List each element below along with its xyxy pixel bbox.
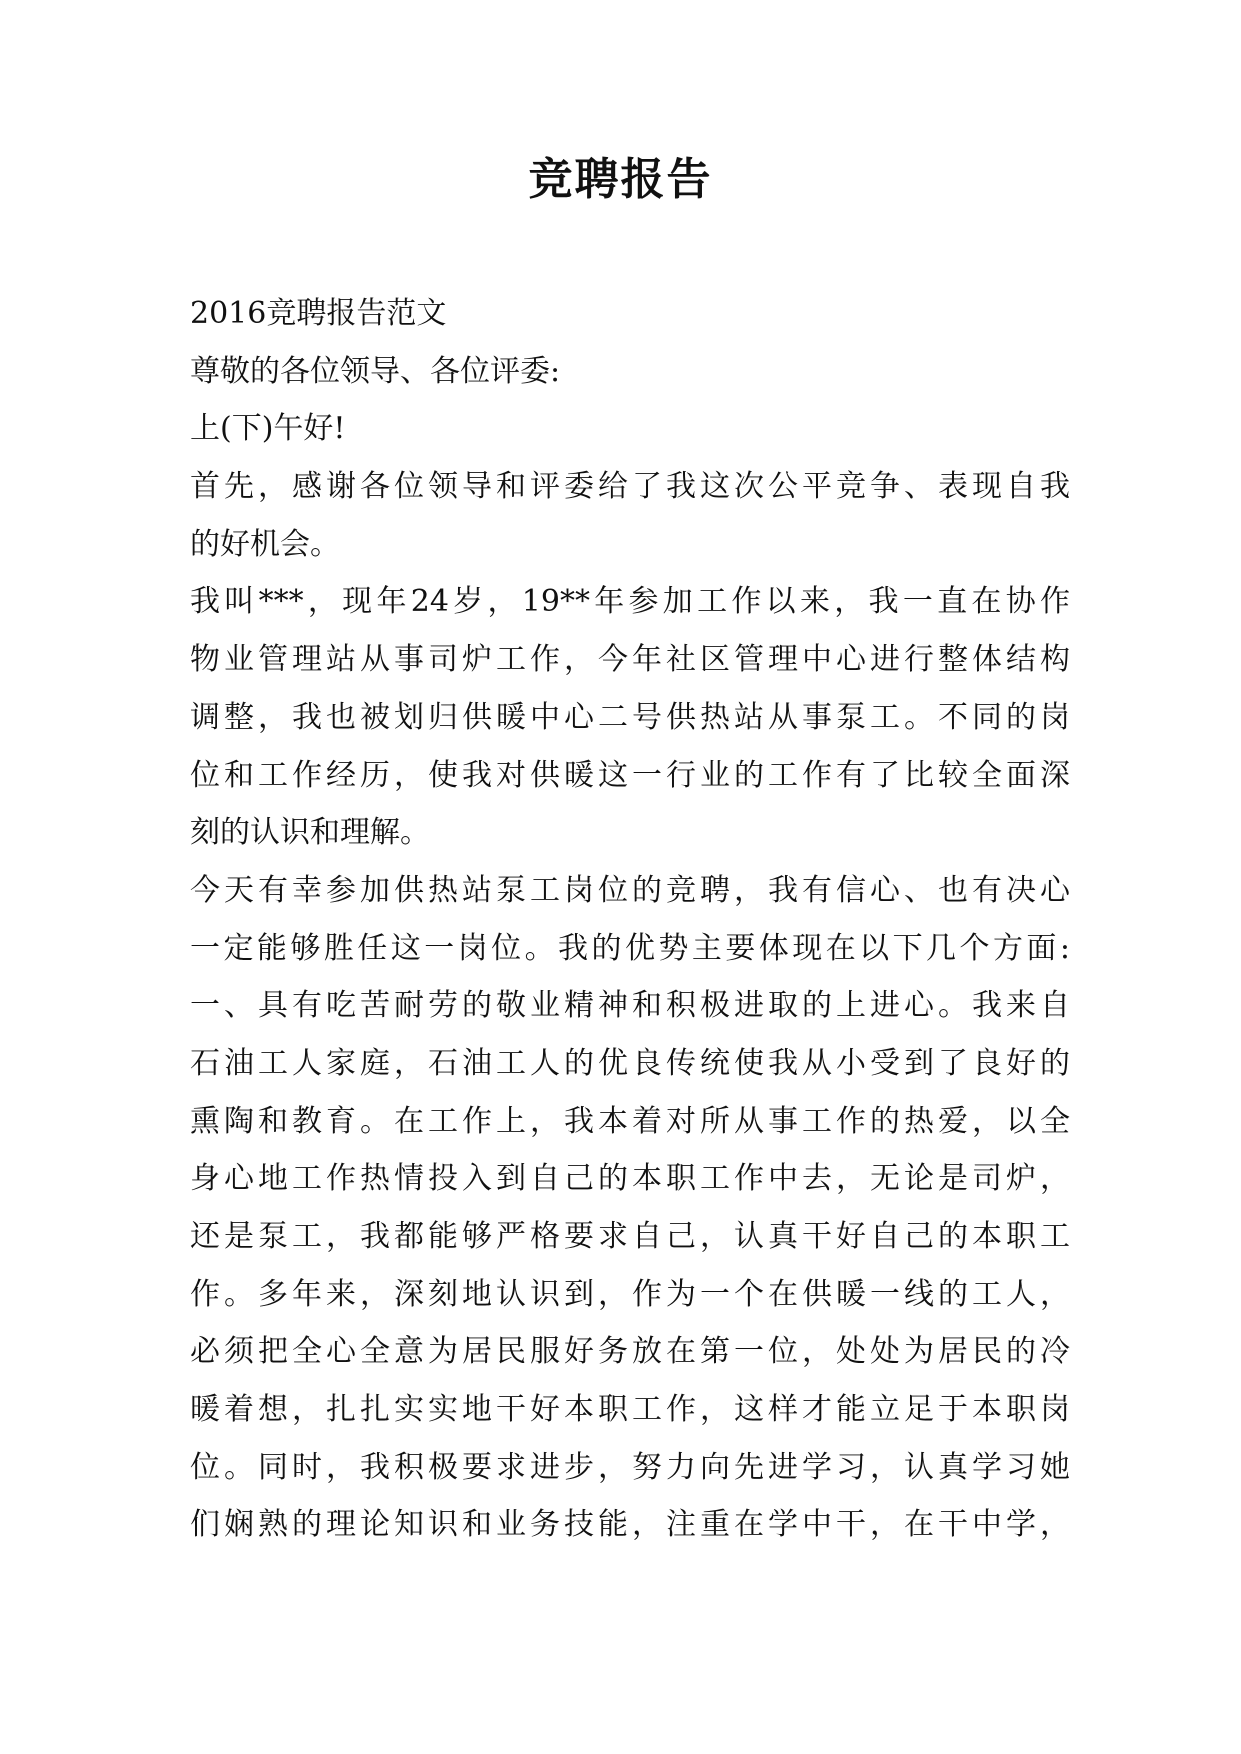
text-line: 必须把全心全意为居民服好务放在第一位，处处为居民的冷 (190, 1334, 1070, 1370)
text-line: 我叫***，现年24岁，19**年参加工作以来，我一直在协作 (190, 584, 1070, 620)
text-line: 今天有幸参加供热站泵工岗位的竞聘，我有信心、也有决心 (190, 872, 1070, 908)
text-line: 作。多年来，深刻地认识到，作为一个在供暖一线的工人， (190, 1276, 1070, 1312)
text-line: 身心地工作热情投入到自己的本职工作中去，无论是司炉， (190, 1161, 1070, 1197)
text-line: 一、具有吃苦耐劳的敬业精神和积极进取的上进心。我来自 (190, 988, 1070, 1024)
text-line: 暖着想，扎扎实实地干好本职工作，这样才能立足于本职岗 (190, 1392, 1070, 1428)
text-line: 物业管理站从事司炉工作，今年社区管理中心进行整体结构 (190, 642, 1070, 678)
text-line: 2016竞聘报告范文 (190, 296, 447, 331)
text-line: 的好机会。 (190, 526, 340, 562)
text-line: 调整，我也被划归供暖中心二号供热站从事泵工。不同的岗 (190, 699, 1070, 735)
text-line: 首先，感谢各位领导和评委给了我这次公平竞争、表现自我 (190, 469, 1070, 505)
document-title: 竞聘报告 (528, 154, 713, 205)
text-line: 们娴熟的理论知识和业务技能，注重在学中干，在干中学， (190, 1507, 1070, 1543)
text-line: 刻的认识和理解。 (190, 815, 430, 851)
text-line: 位和工作经历，使我对供暖这一行业的工作有了比较全面深 (190, 757, 1070, 793)
text-line: 还是泵工，我都能够严格要求自己，认真干好自己的本职工 (190, 1219, 1070, 1254)
document-body (190, 285, 1070, 1554)
text-line: 一定能够胜任这一岗位。我的优势主要体现在以下几个方面: (190, 930, 1070, 966)
text-line: 熏陶和教育。在工作上，我本着对所从事工作的热爱，以全 (190, 1103, 1070, 1139)
text-line: 上(下)午好! (190, 411, 346, 447)
text-line: 位。同时，我积极要求进步，努力向先进学习，认真学习她 (190, 1449, 1070, 1485)
text-line: 尊敬的各位领导、各位评委: (190, 353, 561, 389)
text-line: 石油工人家庭，石油工人的优良传统使我从小受到了良好的 (190, 1045, 1070, 1081)
